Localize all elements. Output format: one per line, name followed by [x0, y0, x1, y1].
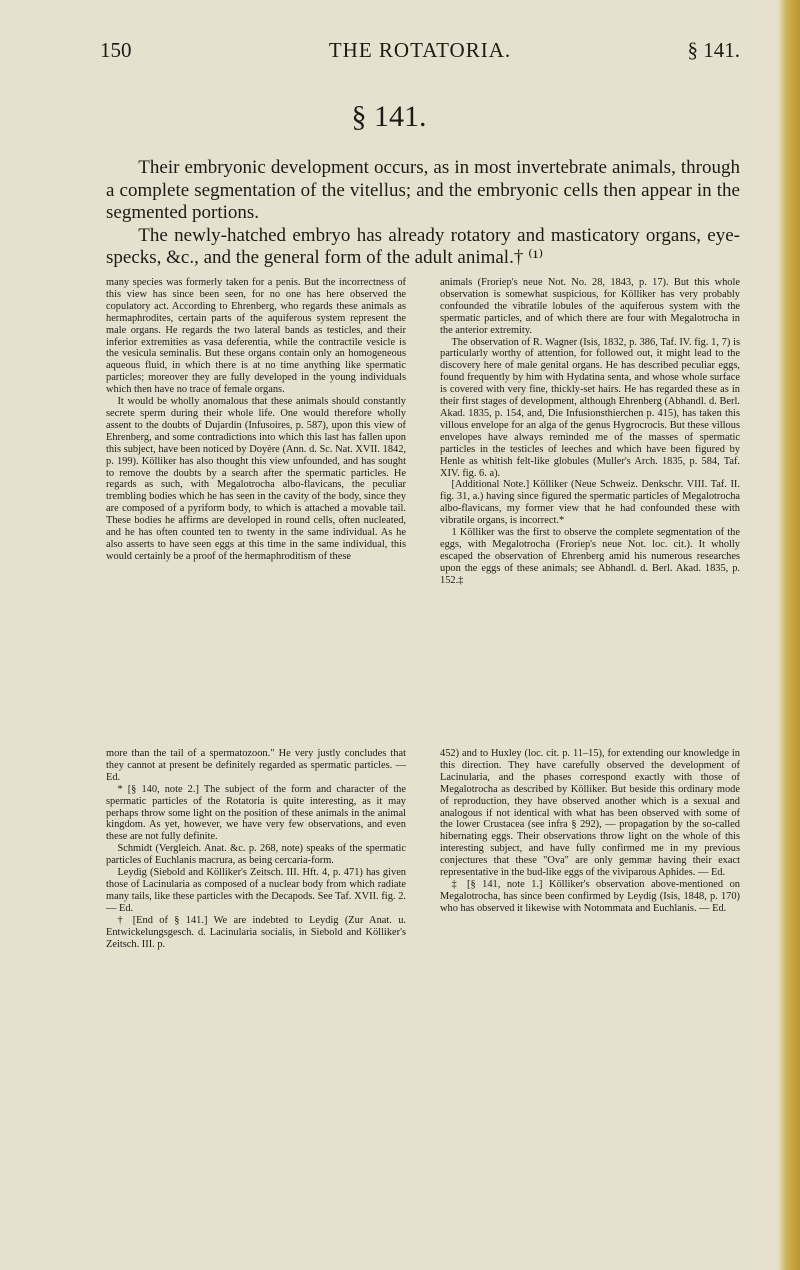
footnotes-upper-right-column — [440, 277, 740, 744]
running-header — [100, 38, 740, 66]
footnote-paragraph: 452) and to Huxley (loc. cit. p. 11–15), for extending our knowledge in this direction. They have carefully observed the development of Lacinularia, and the phases correspond exactly with those of Megalotrocha as described by Kölliker. But beside this ordinary mode of reproduction, they have observed another which is a sexual and analogous if not identical with what has been observed with some of the lower Crustacea (see infra § 292), — propagation by the so-called hibernating eggs. Their observations throw light on the whole of this interesting subject, and have fully confirmed me in my previous conjectures that these "Ova" are only gemmæ having their exact representative in the bud-like eggs of the viviparous Aphides. — Ed. — [440, 748, 740, 879]
footnote-paragraph: ‡ [§ 141, note 1.] Kölliker's observation above-mentioned on Megalotrocha, has since been confirmed by Leydig (Isis, 1848, p. 170) who has observed it likewise with Notommata and Euchlanis. — Ed. — [440, 878, 740, 914]
footnote-paragraph: [Additional Note.] Kölliker (Neue Schweiz. Denkschr. VIII. Taf. II. fig. 31, a.) having since figured the spermatic particles of Megalotrocha albo-flavicans, my former view that he had confounded these with vibratile organs, is incorrect.* — [440, 479, 740, 527]
footnotes-lower-right-column — [440, 748, 740, 1218]
footnote-paragraph: The observation of R. Wagner (Isis, 1832, p. 386, Taf. IV. fig. 1, 7) is particularly worthy of attention, for followed out, it might lead to the discovery here of male genital organs. He has described peculiar eggs, found frequently by him with Hydatina senta, and whose whole surface is covered with very fine, thickly-set hairs. He has regarded these as in their first stages of development, although Ehrenberg (Abhandl. d. Berl. Akad. 1835, p. 154, and, Die Infusionsthierchen p. 415), has taken this villous envelope for an alga of the genus Hygrocrocis. But these villous envelopes have always reminded me of the masses of spermatic particles in the testicles of leeches and which have been figured by Henle as whitish felt-like globules (Muller's Arch. 1835, p. 584, Taf. XIV. fig. 6. a). — [440, 336, 740, 479]
footnote-paragraph: animals (Froriep's neue Not. No. 28, 1843, p. 17). But this whole observation is somewhat suspicious, for Kölliker has very probably confounded the vibratile lobules of the aquiferous system with the spermatic particles, and of which there are four with Megalotrocha in the anterior extremity. — [440, 277, 740, 336]
footnote-paragraph: Schmidt (Vergleich. Anat. &c. p. 268, note) speaks of the spermatic particles of Euchlanis macrura, as being cercaria-form. — [106, 843, 406, 867]
footnote-paragraph: more than the tail of a spermatozoon." He very justly concludes that they cannot at present be definitely regarded as spermatic particles. — Ed. — [106, 748, 406, 783]
running-title: THE ROTATORIA. — [328, 38, 512, 62]
footnote-paragraph: Leydig (Siebold and Kölliker's Zeitsch. III. Hft. 4, p. 471) has given those of Lacinularia as composed of a nuclear body from which radiate many tails, like these particles with the Decapods. See Taf. XVII. fig. 2. — Ed. — [106, 867, 406, 914]
footnotes-upper-left-column — [106, 277, 406, 744]
book-spine-edge — [778, 0, 800, 1270]
section-heading: § 141. — [351, 100, 427, 133]
footnote-paragraph: many species was formerly taken for a penis. But the incorrectness of this view has since been seen, for no one has here observed the copulatory act. According to Ehrenberg, who regards these animals as hermaphrodites, certain parts of the aquiferous system represent the male organs. He regards the two lateral bands as testicles, and their inferior extremities as vasa deferentia, while the contractile vesicle is the vesicula seminalis. But these organs contain only an homogeneous aqueous fluid, in which there is at no time anything like spermatic particles; moreover they are fully developed in the young individuals which then have no trace of female organs. — [106, 277, 406, 396]
main-text — [106, 157, 740, 270]
section-reference: § 141. — [687, 38, 740, 62]
footnote-paragraph: † [End of § 141.] We are indebted to Leydig (Zur Anat. u. Entwickelungsgesch. d. Lacinularia socialis, in Siebold and Kölliker's Zeitsch. III. p. — [106, 914, 406, 950]
footnote-paragraph: * [§ 140, note 2.] The subject of the form and character of the spermatic particles of the Rotatoria is quite interesting, as it may perhaps throw some light on the position of these animals in the animal kingdom. As yet, however, we have very few observations, and even these are not fully definite. — [106, 783, 406, 843]
main-paragraph: Their embryonic development occurs, as in most invertebrate animals, through a complete segmentation of the vitellus; and the embryonic cells then appear in the segmented portions. — [106, 157, 740, 223]
footnote-paragraph: 1 Kölliker was the first to observe the complete segmentation of the eggs, with Megalotrocha (Froriep's neue Not. loc. cit.). It wholly escaped the observation of Ehrenberg amid his numerous researches upon the eggs of these animals; see Abhandl. d. Berl. Akad. 1835, p. 152.‡ — [440, 527, 740, 586]
page-number: 150 — [100, 38, 132, 62]
footnote-paragraph: It would be wholly anomalous that these animals should constantly secrete sperm during their whole life. One would therefore wholly assent to the doubts of Dujardin (Infusoires, p. 587), upon this view of Ehrenberg, and some contradictions into which this last has fallen upon this subject, have been noticed by Doyère (Ann. d. Sc. Nat. XVII. 1842, p. 199). Kölliker has also thought this view unfounded, and has sought to remove the doubts by a search after the spermatic particles. He regards as such, with Megalotrocha albo-flavicans, the peculiar trembling bodies which he has seen in the cavity of the body, since they are composed of a pyriform body, to which is attached a movable tail. These bodies he affirms are developed in round cells, often nucleated, and he has often counted ten to twenty in the same individual. As he also asserts to have seen eggs at this time in the same individual, this would certainly be a proof of the hermaphroditism of these — [106, 396, 406, 562]
main-paragraph: The newly-hatched embryo has already rotatory and masticatory organs, eye-specks, &c., and the general form of the adult animal.† ⁽¹⁾ — [106, 224, 740, 268]
footnotes-lower-left-column — [106, 748, 406, 1218]
